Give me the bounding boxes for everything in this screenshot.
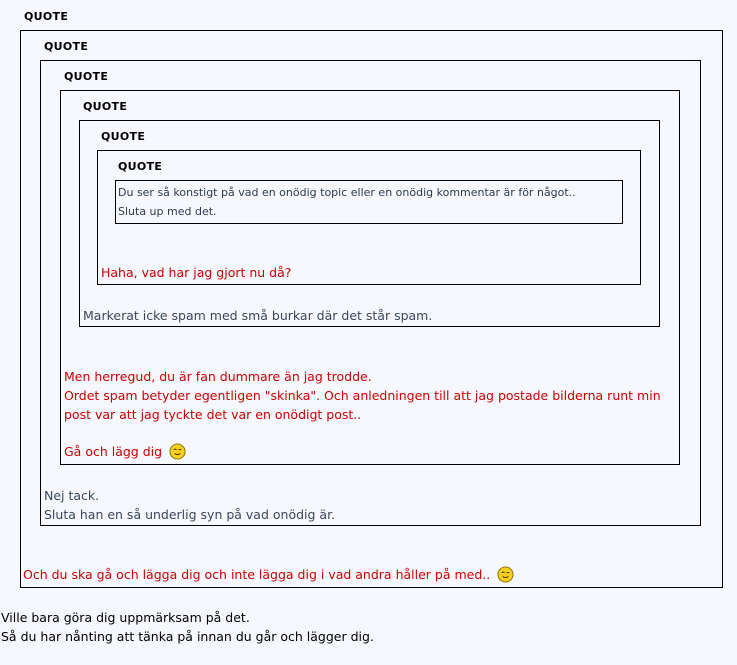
- quote3-closing: [64, 442, 186, 461]
- quote6-line-2: Sluta up med det.: [118, 205, 217, 218]
- quote3-line-1: Men herregud, du är fan dummare än jag trodde.: [64, 369, 372, 384]
- quote6-line-1: Du ser så konstigt på vad en onödig topic eller en onödig kommentar är för något..: [118, 186, 576, 199]
- quote-label-6: QUOTE: [118, 160, 163, 173]
- quote2-line-2: Sluta han en så underlig syn på vad onödig är.: [44, 507, 336, 522]
- quote-label-2: QUOTE: [44, 40, 89, 53]
- quote3-closing-text: Gå och lägg dig: [64, 444, 163, 459]
- wink-smiley-icon: [169, 443, 186, 460]
- quote4-text: Markerat icke spam med små burkar där det står spam.: [83, 308, 433, 323]
- quote2-line-1: Nej tack.: [44, 488, 100, 503]
- quote5-text: Haha, vad har jag gjort nu då?: [101, 265, 292, 280]
- post-line-1: Ville bara göra dig uppmärksam på det.: [1, 610, 250, 625]
- wink-smiley-icon: [497, 566, 514, 583]
- post-line-2: Så du har nånting att tänka på innan du går och lägger dig.: [1, 629, 374, 644]
- quote-label-1: QUOTE: [24, 10, 69, 23]
- quote-label-4: QUOTE: [83, 100, 128, 113]
- quote3-line-2: Ordet spam betyder egentligen "skinka". Och anledningen till att jag postade bilderna runt min: [64, 388, 661, 403]
- quote1-text-content: Och du ska gå och lägga dig och inte lägga dig i vad andra håller på med..: [23, 567, 491, 582]
- quote-label-5: QUOTE: [101, 130, 146, 143]
- quote-label-3: QUOTE: [64, 70, 109, 83]
- quote1-text: [23, 565, 514, 584]
- quote3-line-3: post var att jag tyckte det var en onödigt post..: [64, 407, 362, 422]
